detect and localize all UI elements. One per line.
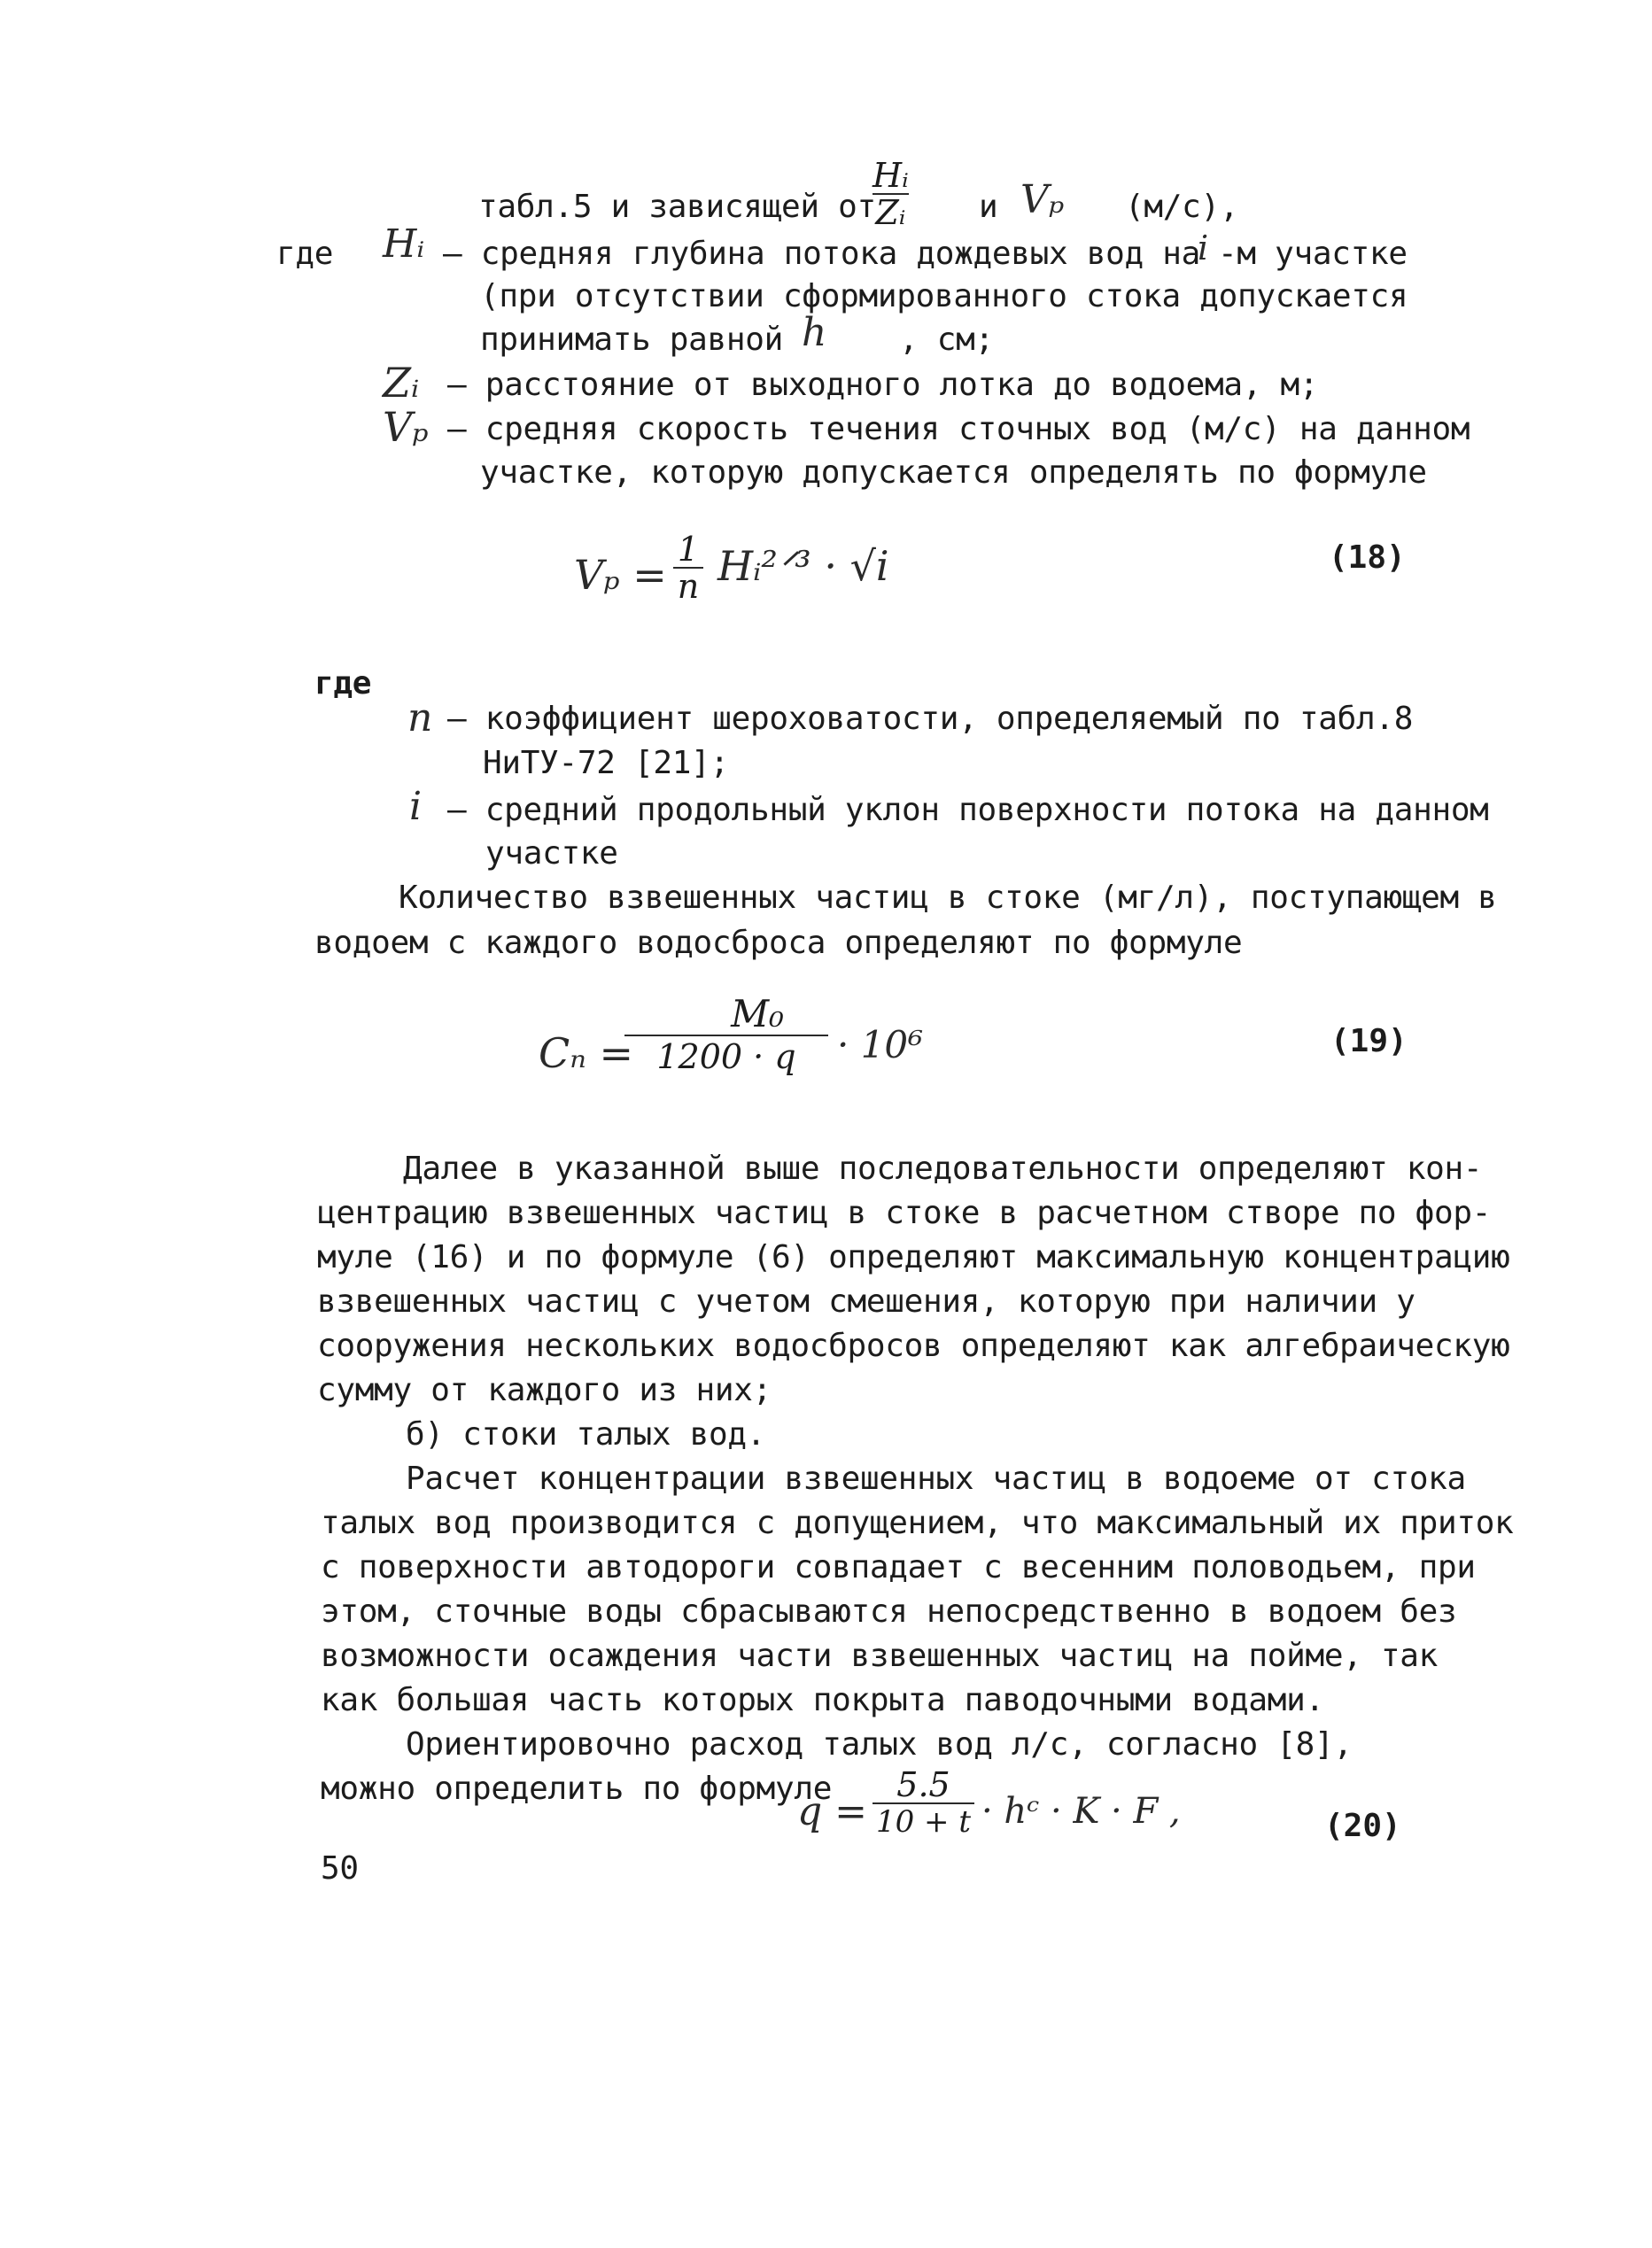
- paragraph-1-line-1: Количество взвешенных частиц в стоке (мг/л), поступающем в: [399, 880, 1497, 916]
- symbol-vp-2: Vₚ: [383, 403, 429, 451]
- eq18-lhs: Vₚ =: [574, 551, 667, 599]
- paragraph-2-line-4: взвешенных частиц с учетом смешения, которую при наличии у: [317, 1283, 1415, 1320]
- text-line-6: – средняя скорость течения сточных вод (м/с) на данном: [447, 411, 1470, 447]
- eq20-lhs: q =: [797, 1789, 868, 1834]
- eq18-denominator: n: [677, 567, 700, 606]
- symbol-i-2: i: [409, 784, 423, 829]
- i-description-1: – средний продольный уклон поверхности потока на данном: [447, 792, 1489, 828]
- n-description-2: НиТУ-72 [21];: [483, 745, 729, 781]
- paragraph-2-line-6: сумму от каждого из них;: [317, 1372, 772, 1408]
- paragraph-3: б) стоки талых вод.: [406, 1416, 766, 1453]
- paragraph-4-line-2: талых вод производится с допущением, что максимальный их приток: [321, 1505, 1514, 1541]
- symbol-hi: Hᵢ: [383, 221, 425, 267]
- eq19-numerator: M₀: [731, 992, 784, 1035]
- eq20-numerator: 5.5: [896, 1765, 950, 1804]
- eq20-number: (20): [1324, 1808, 1401, 1844]
- text-line-4a: принимать равной: [480, 322, 783, 358]
- paragraph-2-line-3: муле (16) и по формуле (6) определяют максимальную концентрацию: [317, 1239, 1510, 1275]
- paragraph-5-line-1: Ориентировочно расход талых вод л/с, согласно [8],: [406, 1726, 1353, 1763]
- eq19-rhs: · 10⁶: [837, 1023, 923, 1066]
- eq19-denominator: 1200 · q: [656, 1037, 796, 1076]
- fraction-numerator: Hᵢ: [873, 156, 909, 195]
- text-line-5: – расстояние от выходного лотка до водоема, м;: [447, 367, 1319, 403]
- eq20-fraction: [873, 1767, 974, 1840]
- text-line-1c: (м/с),: [1125, 189, 1239, 225]
- paragraph-4-line-4: этом, сточные воды сбрасываются непосредственно в водоем без: [321, 1593, 1457, 1630]
- fraction-denominator: Zᵢ: [875, 193, 906, 232]
- i-description-2: участке: [485, 835, 618, 872]
- symbol-h: h: [802, 310, 827, 355]
- page-number: 50: [321, 1850, 359, 1887]
- eq20-denominator: 10 + t: [875, 1804, 972, 1840]
- eq20-rhs: · hᶜ · K · F ,: [981, 1791, 1181, 1832]
- paragraph-4-line-5: возможности осаждения части взвешенных частиц на пойме, так: [321, 1638, 1439, 1674]
- eq18-numerator: 1: [677, 530, 700, 569]
- eq18-number: (18): [1329, 539, 1406, 576]
- text-line-2: – средняя глубина потока дождевых вод на: [443, 236, 1200, 272]
- text-line-4b: , см;: [899, 322, 994, 358]
- paragraph-5-line-2: можно определить по формуле: [321, 1771, 833, 1807]
- text-line-1b: и: [979, 189, 998, 225]
- paragraph-2-line-5: сооружения нескольких водосбросов определяют как алгебраическую: [317, 1328, 1510, 1364]
- where-label: где: [276, 236, 334, 272]
- eq19-fraction: [624, 994, 828, 1077]
- n-description-1: – коэффициент шероховатости, определяемый по табл.8: [447, 701, 1414, 737]
- text-line-7: участке, которую допускается определять по формуле: [480, 454, 1427, 491]
- symbol-i: i: [1198, 229, 1209, 267]
- paragraph-4-line-1: Расчет концентрации взвешенных частиц в водоеме от стока: [406, 1461, 1466, 1497]
- text-line-1a: табл.5 и зависящей от: [478, 189, 876, 225]
- text-line-3: (при отсутствии сформированного стока допускается: [480, 278, 1408, 314]
- where-label-2: где: [314, 665, 372, 702]
- symbol-n: n: [407, 695, 433, 740]
- paragraph-2-line-1: Далее в указанной выше последовательности определяют кон-: [403, 1151, 1483, 1187]
- paragraph-4-line-3: с поверхности автодороги совпадает с весенним половодьем, при: [321, 1549, 1476, 1585]
- paragraph-1-line-2: водоем с каждого водосброса определяют по формуле: [314, 925, 1243, 961]
- eq19-number: (19): [1330, 1023, 1408, 1059]
- fraction-hi-zi: [873, 158, 909, 230]
- paragraph-2-line-2: центрацию взвешенных частиц в стоке в расчетном створе по фор-: [317, 1195, 1492, 1231]
- symbol-zi: Zᵢ: [383, 359, 420, 407]
- paragraph-4-line-6: как большая часть которых покрыта паводочными водами.: [321, 1682, 1324, 1718]
- text-line-2-end: -м участке: [1218, 236, 1408, 272]
- eq18-fraction: [673, 531, 703, 604]
- eq18-rhs: Hᵢ²ᐟ³ · √i: [717, 542, 889, 590]
- eq19-lhs: Cₙ =: [539, 1029, 634, 1077]
- symbol-vp: Vₚ: [1020, 177, 1065, 222]
